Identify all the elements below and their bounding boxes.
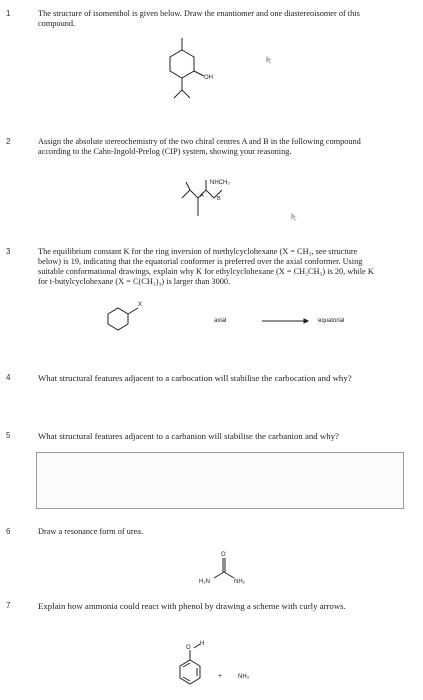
question-2-text: Assign the absolute stereochemistry of the two chiral centres A and B in the following compound according to the Cahn-Ingold-Prelog (CIP) system, showing your reasoning. <box>38 137 361 156</box>
centre-b-label: B <box>217 196 221 202</box>
axial-label: axial <box>214 318 227 324</box>
carbonyl-o-label: O <box>221 552 226 558</box>
phenol-h-label: H <box>200 641 205 647</box>
question-4-number: 4 <box>6 373 11 382</box>
phenol-structure <box>170 640 210 696</box>
question-6-text: Draw a resonance form of urea. <box>38 527 144 536</box>
urea-structure <box>190 548 260 588</box>
question-1-number: 1 <box>6 9 11 18</box>
nhch3-label: NHCH₃ <box>210 180 230 186</box>
equatorial-label: equatorial <box>318 318 345 324</box>
nh3-label: NH₃ <box>238 674 250 680</box>
centre-a-label: A <box>200 193 204 199</box>
question-3-number: 3 <box>6 247 11 256</box>
h2n-label: H₂N <box>199 579 210 585</box>
equilibrium-arrow <box>260 318 308 326</box>
substituted-cyclohexane <box>100 300 150 332</box>
answer-text-box[interactable] <box>36 452 404 509</box>
question-5-number: 5 <box>6 431 11 440</box>
question-5-text: What structural features adjacent to a carbanion will stabilise the carbanion and why? <box>38 431 339 441</box>
phenol-o-label: O <box>186 645 191 651</box>
question-1-text: The structure of isomenthol is given below. Draw the enantiomer and one diastereoisomer of this compound. <box>38 9 360 28</box>
x-label: X <box>138 302 143 308</box>
question-7-text: Explain how ammonia could react with phenol by drawing a scheme with curly arrows. <box>38 601 346 611</box>
question-6-number: 6 <box>6 527 11 536</box>
nh2-label: NH₂ <box>234 579 245 585</box>
cursor-icon <box>291 213 297 221</box>
question-4-text: What structural features adjacent to a carbocation will stabilise the carbocation and why? <box>38 373 352 383</box>
cursor-icon <box>266 56 272 64</box>
reaction-scheme-labels <box>218 670 278 686</box>
plus-sign: + <box>218 673 223 680</box>
question-7-number: 7 <box>6 601 11 610</box>
isomenthol-structure <box>160 38 220 110</box>
question-3-text: The equilibrium constant K for the ring inversion of methylcyclohexane (X = CH₃, see structure below) is 19, indicating that the equatorial conformer is preferred over the axial conformer. Using suitable conformational drawings, explain why K for ethylcyclohexane (X = CH₂CH₃) is 20, while K for t-butylcyclohexane (X = C(CH₃)₃) is larger than 3000. <box>38 247 374 286</box>
oh-label: OH <box>204 75 213 81</box>
question-2-number: 2 <box>6 137 11 146</box>
chiral-centres-structure <box>180 176 260 220</box>
